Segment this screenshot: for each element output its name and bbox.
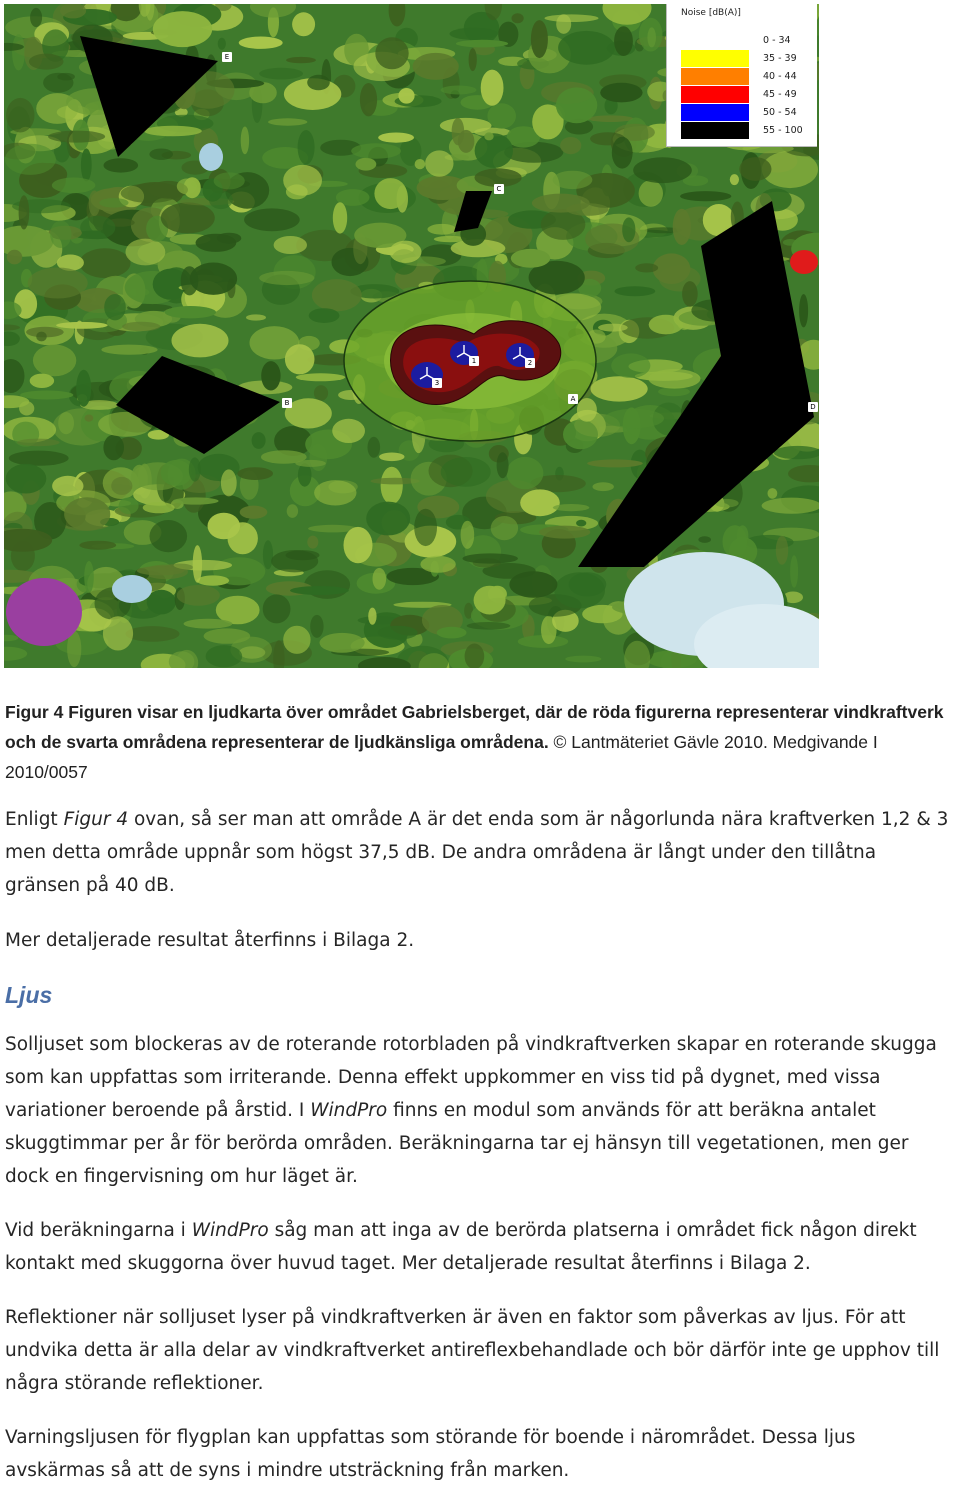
legend-label: 45 - 49 [763, 89, 797, 100]
area-label-b: B [282, 398, 292, 408]
windpro-reference: WindPro [191, 1220, 269, 1241]
p4-text-b: såg man att inga av de berörda platserna i området fick någon direkt kontakt med skuggorna över huvud taget. Mer detaljerade resultat återfinns i Bilaga 2. [5, 1220, 917, 1274]
legend-swatch [681, 68, 749, 85]
legend-label: 55 - 100 [763, 125, 803, 136]
legend-label: 35 - 39 [763, 53, 797, 64]
paragraph-reflections: Reflektioner när solljuset lyser på vindkraftverken är även en faktor som påverkas av ljus. För att undvika detta är alla delar av vindkraftverket antireflexbehandlade och bör därför inte ge upphov till några störande reflektioner. [5, 1307, 940, 1394]
legend-row [681, 32, 817, 49]
legend-label: 0 - 34 [763, 35, 791, 46]
area-label-c: C [494, 184, 504, 194]
area-label-d: D [808, 402, 818, 412]
legend-title: Noise [dB(A)] [681, 8, 741, 18]
legend-row [681, 68, 817, 85]
legend-row [681, 50, 817, 67]
p1-text-a: Enligt [5, 809, 64, 830]
legend-row [681, 104, 817, 121]
paragraph-more-results: Mer detaljerade resultat återfinns i Bilaga 2. [5, 930, 415, 951]
area-label-e: E [222, 52, 232, 62]
legend-label: 40 - 44 [763, 71, 797, 82]
legend-swatch [681, 122, 749, 139]
caption-bold: Figur 4 Figuren visar en ljudkarta över området Gabrielsberget, där de röda figurerna representerar vindkraftverk och de svarta områdena representerar de ljudkänsliga områdena. [5, 702, 944, 752]
p1-text-b: ovan, så ser man att område A är det enda som är någorlunda nära kraftverken 1,2 & 3 men detta område uppnår som högst 37,5 dB. De andra områdena är långt under den tillåtna gränsen på 40 dB. [5, 809, 949, 896]
legend-swatch [681, 104, 749, 121]
turbine-label-3: 3 [432, 378, 442, 388]
paragraph-warning-lights: Varningsljusen för flygplan kan uppfattas som störande för boende i närområdet. Dessa ljus avskärmas så att de syns i mindre utsträckning från marken. [5, 1427, 856, 1481]
legend-row [681, 122, 817, 139]
p3-text-a: Solljuset som blockeras av de roterande rotorbladen på vindkraftverken skapar en roterande skugga som kan uppfattas som irriterande. Denna effekt uppkommer en viss tid på dygnet, med vissa variationer beroende på årstid. I [5, 1034, 937, 1121]
legend-label: 50 - 54 [763, 107, 797, 118]
legend-swatch [681, 32, 749, 49]
figure-caption [5, 697, 956, 787]
area-label-a: A [568, 394, 578, 404]
caption-credit: © Lantmäteriet Gävle 2010. Medgivande I 2010/0057 [5, 732, 878, 782]
figure-reference: Figur 4 [63, 809, 129, 830]
section-heading-ljus: Ljus [5, 982, 53, 1008]
legend-row [681, 86, 817, 103]
paragraph-shadow-flicker [5, 1028, 956, 1193]
turbine-label-2: 2 [525, 358, 535, 368]
legend-swatch [681, 50, 749, 67]
p4-text-a: Vid beräkningarna i [5, 1220, 192, 1241]
noise-legend [666, 4, 817, 147]
p3-text-b: finns en modul som används för att beräkna antalet skuggtimmar per år för berörda områden. Beräkningarna tar ej hänsyn till vegetationen, men ger dock en fingervisning om hur läget är. [5, 1100, 909, 1187]
paragraph-noise-result [5, 803, 956, 902]
paragraph-windpro-result [5, 1214, 956, 1280]
turbine-label-1: 1 [469, 356, 479, 366]
windpro-reference: WindPro [310, 1100, 388, 1121]
legend-swatch [681, 86, 749, 103]
